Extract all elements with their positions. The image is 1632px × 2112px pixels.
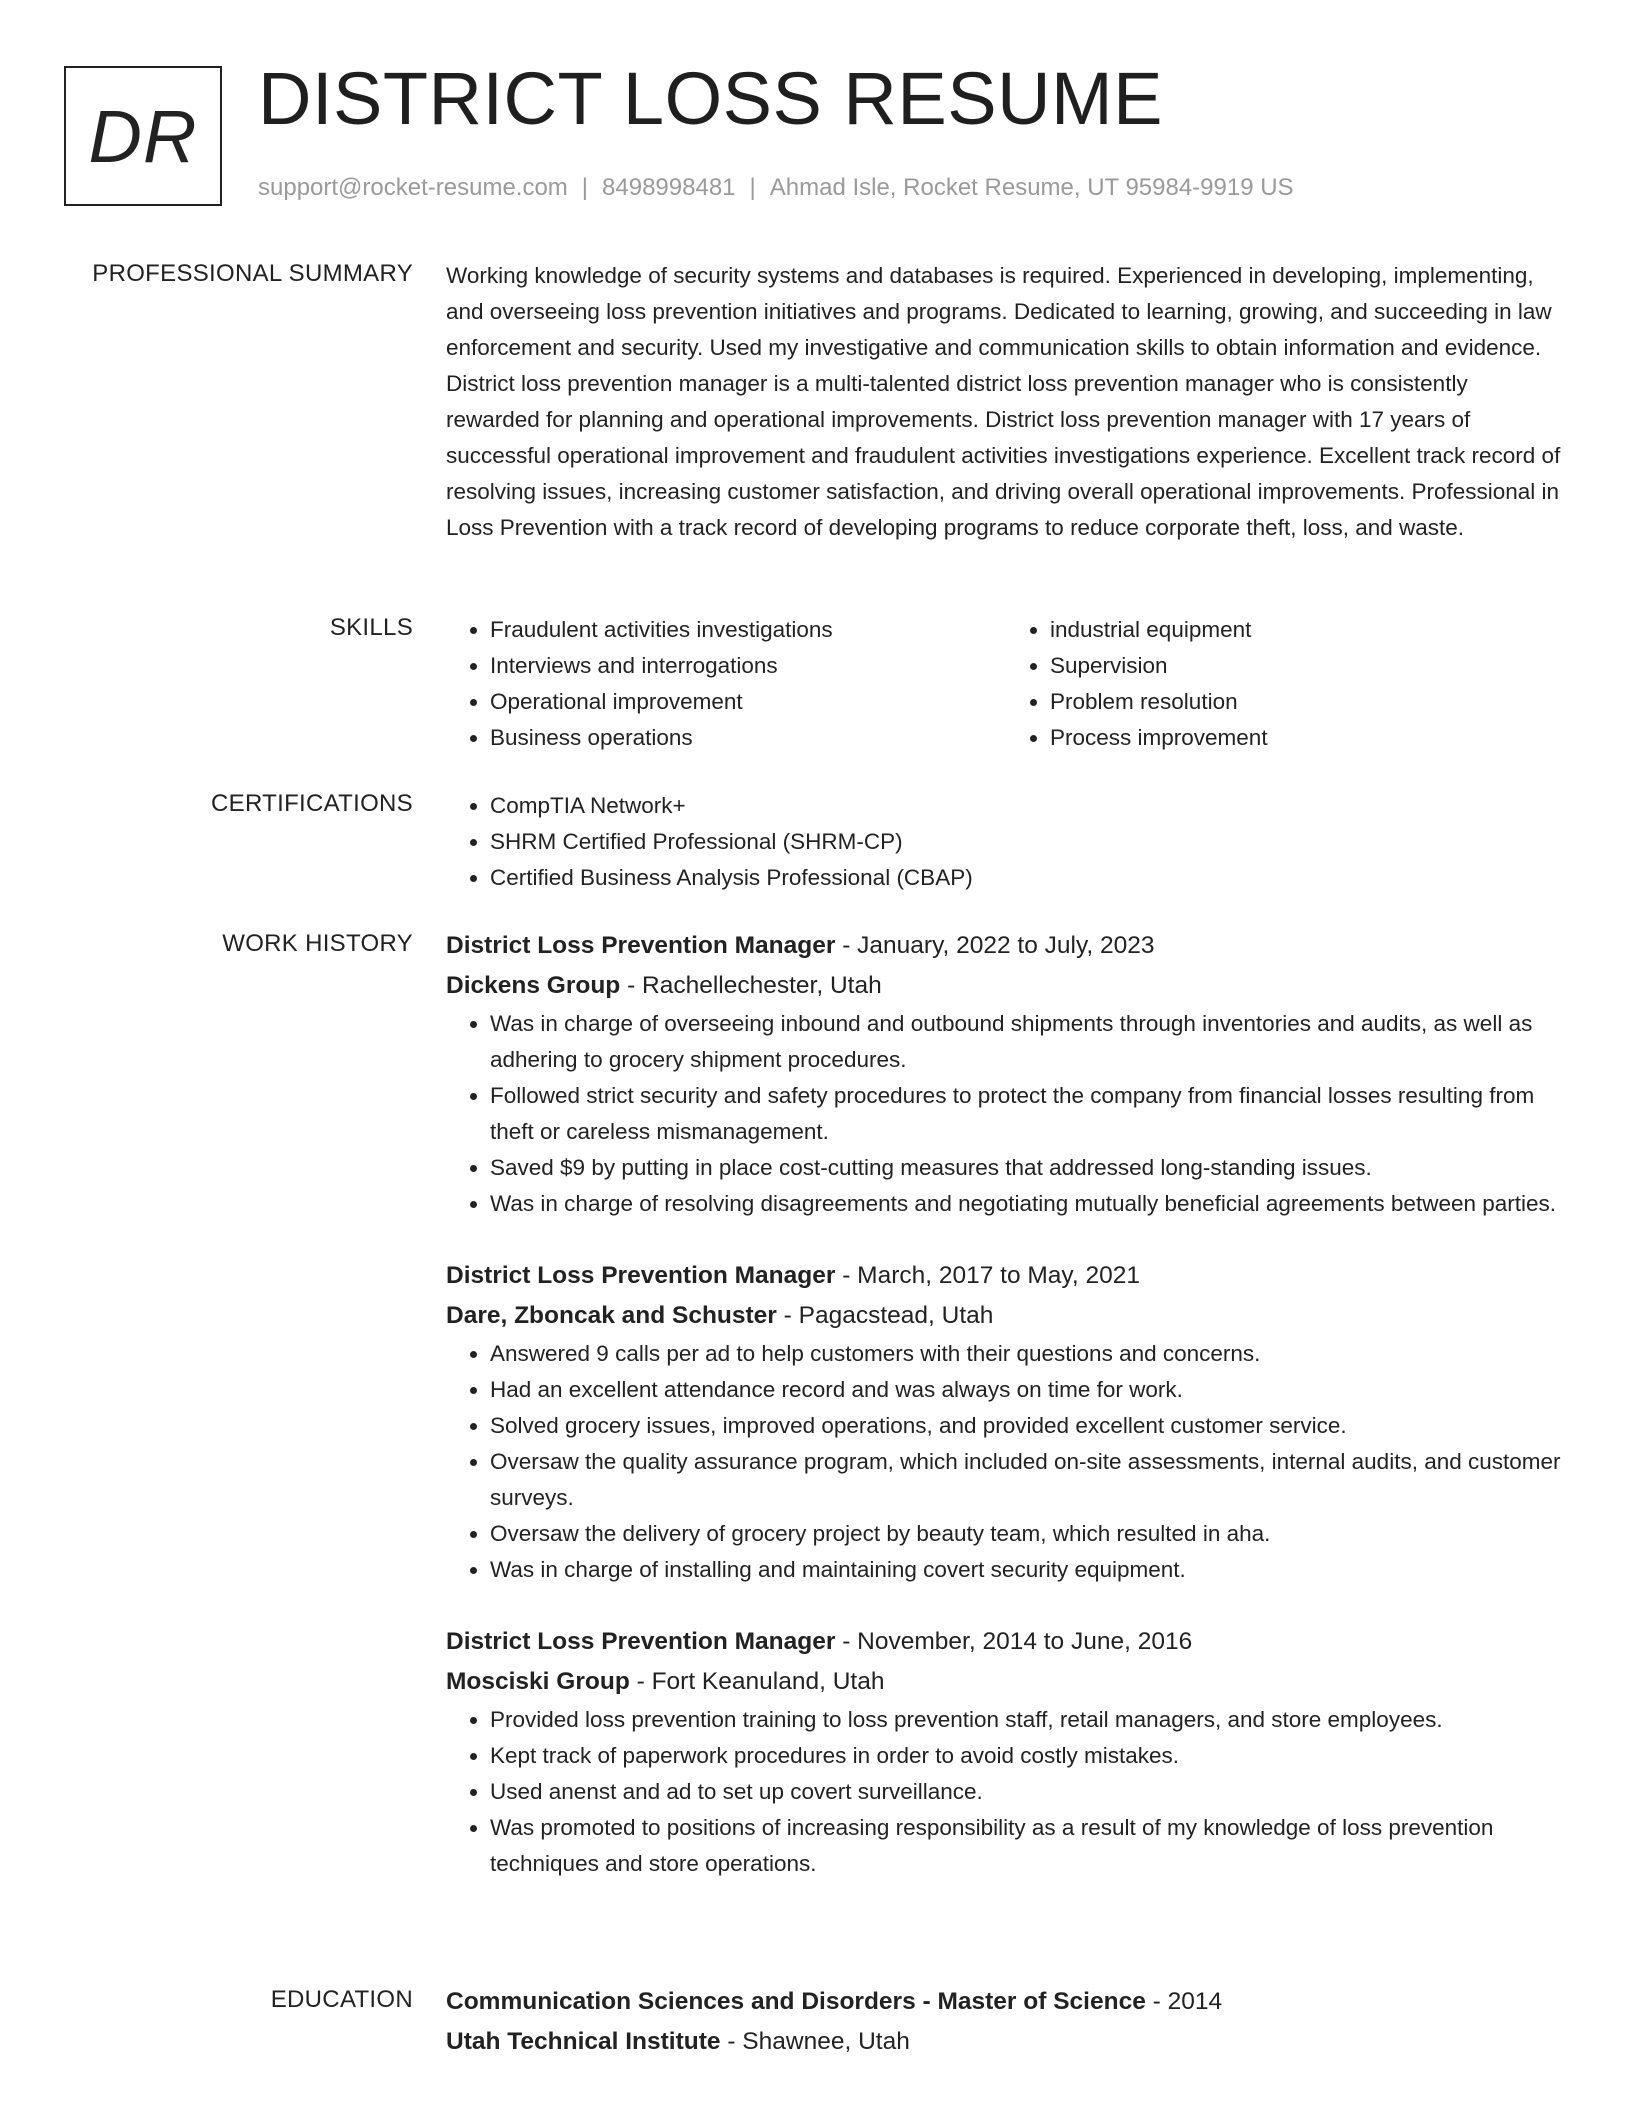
education-school: Utah Technical Institute xyxy=(446,2028,721,2055)
job-bullet: • Kept track of paperwork procedures in order to avoid costly mistakes. xyxy=(490,1738,1566,1774)
contact-address: Ahmad Isle, Rocket Resume, UT 95984-9919 US xyxy=(769,174,1294,201)
job-bullet-list xyxy=(446,1702,1566,1882)
job-title: District Loss Prevention Manager xyxy=(446,932,836,959)
job-company-line xyxy=(446,966,1566,1006)
job-entry xyxy=(446,1256,1566,1588)
job-dates: - November, 2014 to June, 2016 xyxy=(835,1628,1193,1655)
summary-body xyxy=(446,258,1566,546)
education-degree-line xyxy=(446,1982,1566,2022)
job-title-line xyxy=(446,1256,1566,1296)
education-degree: Communication Sciences and Disorders - Master of Science xyxy=(446,1988,1146,2015)
job-bullet: • Was in charge of installing and maintaining covert security equipment. xyxy=(490,1552,1566,1588)
job-bullet: • Solved grocery issues, improved operations, and provided excellent customer service. xyxy=(490,1408,1566,1444)
contact-separator: | xyxy=(581,174,589,201)
certification-item: • Certified Business Analysis Professional (CBAP) xyxy=(490,860,1566,896)
contact-email[interactable]: support@rocket-resume.com xyxy=(258,174,568,201)
job-bullet-list xyxy=(446,1006,1566,1222)
skill-item: • industrial equipment xyxy=(1050,612,1566,648)
job-company: Mosciski Group xyxy=(446,1668,630,1695)
education-year: - 2014 xyxy=(1145,1988,1223,2015)
job-bullet: • Oversaw the delivery of grocery project by beauty team, which resulted in aha. xyxy=(490,1516,1566,1552)
job-company: Dare, Zboncak and Schuster xyxy=(446,1302,777,1329)
contact-line xyxy=(258,174,1294,202)
job-bullet: • Answered 9 calls per ad to help customers with their questions and concerns. xyxy=(490,1336,1566,1372)
job-bullet: • Had an excellent attendance record and was always on time for work. xyxy=(490,1372,1566,1408)
skill-item: • Operational improvement xyxy=(490,684,1006,720)
skill-item: • Fraudulent activities investigations xyxy=(490,612,1006,648)
job-entry xyxy=(446,1622,1566,1882)
certifications-list xyxy=(446,788,1566,896)
job-title-line xyxy=(446,926,1566,966)
skill-item: • Interviews and interrogations xyxy=(490,648,1006,684)
job-bullet: • Provided loss prevention training to loss prevention staff, retail managers, and store employees. xyxy=(490,1702,1566,1738)
job-title: District Loss Prevention Manager xyxy=(446,1262,836,1289)
summary-heading: PROFESSIONAL SUMMARY xyxy=(92,260,413,287)
job-company-line xyxy=(446,1662,1566,1702)
job-bullet: • Was promoted to positions of increasing responsibility as a result of my knowledge of loss prevention techniques and store operations. xyxy=(490,1810,1566,1882)
job-location: - Fort Keanuland, Utah xyxy=(629,1668,885,1695)
education-heading: EDUCATION xyxy=(270,1986,413,2013)
education-school-line xyxy=(446,2022,1566,2062)
certification-item: • CompTIA Network+ xyxy=(490,788,1566,824)
job-dates: - March, 2017 to May, 2021 xyxy=(835,1262,1140,1289)
resume-title: DISTRICT LOSS RESUME xyxy=(258,57,1164,140)
job-company-line xyxy=(446,1296,1566,1336)
skills-list-left xyxy=(446,612,1006,756)
skill-item: • Business operations xyxy=(490,720,1006,756)
job-location: - Pagacstead, Utah xyxy=(776,1302,994,1329)
job-bullet-list xyxy=(446,1336,1566,1588)
summary-text: Working knowledge of security systems and databases is required. Experienced in developing, implementing, and overseeing loss prevention initiatives and programs. Dedicated to learning, growing, and succeeding in law enforcement and security. Used my investigative and communication skills to obtain information and evidence. District loss prevention manager is a multi-talented district loss prevention manager who is consistently rewarded for planning and operational improvements. District loss prevention manager with 17 years of successful operational improvement and fraudulent activities investigations experience. Excellent track record of resolving issues, increasing customer satisfaction, and driving overall operational improvements. Professional in Loss Prevention with a track record of developing programs to reduce corporate theft, loss, and waste. xyxy=(446,263,1561,540)
certification-item: • SHRM Certified Professional (SHRM-CP) xyxy=(490,824,1566,860)
work-history-body xyxy=(446,926,1566,1916)
job-bullet: • Oversaw the quality assurance program, which included on-site assessments, internal audits, and customer surveys. xyxy=(490,1444,1566,1516)
skills-heading: SKILLS xyxy=(329,614,413,641)
contact-phone[interactable]: 8498998481 xyxy=(602,174,736,201)
job-bullet: • Was in charge of overseeing inbound and outbound shipments through inventories and audits, as well as adhering to grocery shipment procedures. xyxy=(490,1006,1566,1078)
job-dates: - January, 2022 to July, 2023 xyxy=(835,932,1155,959)
skill-item: • Supervision xyxy=(1050,648,1566,684)
job-title: District Loss Prevention Manager xyxy=(446,1628,836,1655)
job-title-line xyxy=(446,1622,1566,1662)
job-entry xyxy=(446,926,1566,1222)
skill-item: • Process improvement xyxy=(1050,720,1566,756)
certifications-heading: CERTIFICATIONS xyxy=(211,790,413,817)
job-company: Dickens Group xyxy=(446,972,621,999)
job-location: - Rachellechester, Utah xyxy=(620,972,882,999)
job-bullet: • Was in charge of resolving disagreements and negotiating mutually beneficial agreements between parties. xyxy=(490,1186,1566,1222)
job-bullet: • Used anenst and ad to set up covert surveillance. xyxy=(490,1774,1566,1810)
education-body xyxy=(446,1982,1566,2062)
job-bullet: • Followed strict security and safety procedures to protect the company from financial losses resulting from theft or careless mismanagement. xyxy=(490,1078,1566,1150)
work-history-heading: WORK HISTORY xyxy=(222,930,413,957)
skills-list-right xyxy=(1006,612,1566,756)
certifications-body xyxy=(446,788,1566,896)
contact-separator: | xyxy=(749,174,756,201)
job-bullet: • Saved $9 by putting in place cost-cutting measures that addressed long-standing issues. xyxy=(490,1150,1566,1186)
skill-item: • Problem resolution xyxy=(1050,684,1566,720)
education-location: - Shawnee, Utah xyxy=(720,2028,910,2055)
monogram-badge: DR xyxy=(64,66,222,206)
skills-body xyxy=(446,612,1566,756)
